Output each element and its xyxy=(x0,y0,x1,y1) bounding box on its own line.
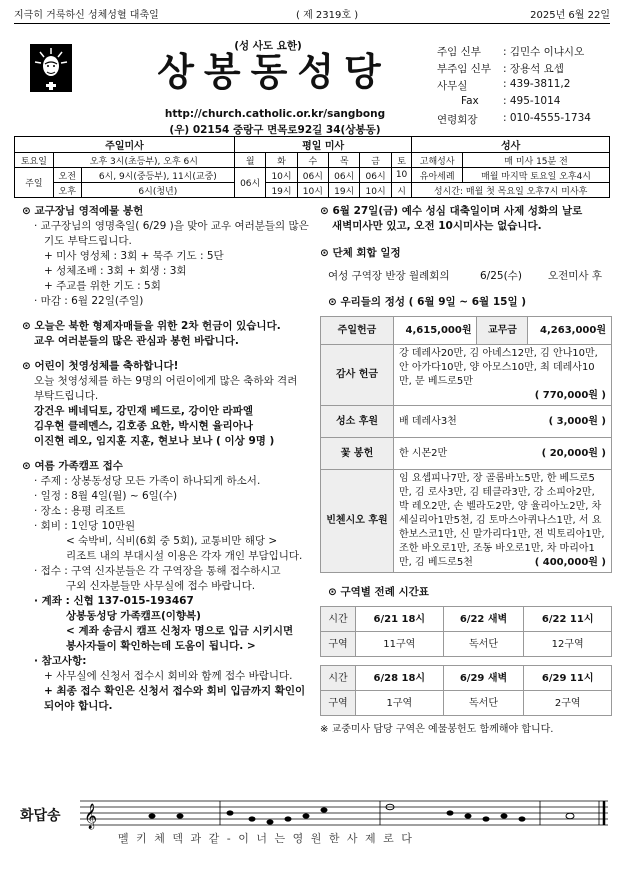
feast-name: 지극히 거룩하신 성체성혈 대축일 xyxy=(14,10,159,21)
staff-row: 연령회장 : 010-4555-1734 xyxy=(437,112,591,126)
issue-number: ( 제 2319호 ) xyxy=(296,10,359,21)
header-rule xyxy=(14,23,610,24)
staff-row: Fax : 495-1014 xyxy=(461,95,561,107)
liturgy-note: ※ 교중미사 담당 구역은 예물봉헌도 함께해야 합니다. xyxy=(320,724,554,735)
patron-saint: (성 사도 요한) xyxy=(234,40,302,52)
top-line xyxy=(14,6,610,22)
target-icon: ⊙ xyxy=(22,360,31,372)
music-staff xyxy=(80,795,610,831)
svg-text:𝄞: 𝄞 xyxy=(84,804,98,829)
left-column xyxy=(22,204,312,724)
sunday-mass-header: 주일미사 xyxy=(15,137,235,153)
parish-url[interactable]: http://church.catholic.or.kr/sangbong xyxy=(164,108,386,120)
psalm-label: 화답송 xyxy=(20,808,61,824)
psalm-music xyxy=(20,795,610,855)
target-icon: ⊙ xyxy=(22,320,31,332)
notice-first-communion: ⊙ 어린이 첫영성체를 축하합니다! 오늘 첫영성체를 하는 9명의 어린이에게 많은 축하와 격려 부탁드립니다. 강건우 베네딕토, 강민재 베드로, 강이안 라파엘 김우현 클레멘스, 김호종 요한, 박시현 율리아나 이진현 레오, 임지훈 지훈, 현보나 보나 ( 이상 9명 ) xyxy=(22,360,298,447)
staff-row: 주임 신부 : 김민수 이냐시오 xyxy=(437,46,585,58)
staff-list xyxy=(425,44,620,129)
weekday-mass-header: 평일 미사 xyxy=(234,137,411,153)
target-icon: ⊙ xyxy=(22,460,31,472)
notice-summer-camp: ⊙ 여름 가족캠프 접수 · 주제 : 상봉동성당 모든 가족이 하나되게 하소서. · 일정 : 8월 4일(월) ~ 6일(수) · 장소 : 용평 리조트 · 회비 : 1인당 10만원 < 숙박비, 식비(6회 중 5회), 교통비만 해당 > 리조트 내의 부대시설 이용은 각자 개인 부담입니다. · 접수 : 구역 신자분들은 각 구역장을 통해 접수하시고 구외 신자분들만 사무실에 접수 바랍니다. · 계좌 : 신협 137-015-193467 상봉동성당 가족캠프(이향복) < 계좌 송금시 캠프 신청자 명으로 입금 시키시면 봉사자들이 확인하는데 도움이 됩니다. > · 참고사항: + 사무실에 신청서 접수시 회비와 함께 접수 바랍니다. + 최종 접수 확인은 신청서 접수와 회비 입금까지 확인이 되어야 합니다. xyxy=(22,460,306,712)
offering-table: 주일헌금 4,615,000원 교무금 4,263,000원 감사 헌금 강 데레사20만, 김 아녜스12만, 김 안나10만, 안 아가다10만, 양 아모스10만, 최 데레사10만, 문 베드로5만 ( 770,000원 ) 성소 후원 배 데레사3천 ( 3,000원 ) 꽃 봉헌 한 시몬2만 ( 20,000원 ) 빈첸시오 후원 임 요셉피나7만, 장 골롬바노5만, 한 베드로5만, 김 로사3만, 김 테클라3만, 강 소피아2만, 박 레오2만, 손 벨라도2만, 양 율리아노2만, 차 세실리아1만5천, 김 토마스아퀴나스1만, 서 요한보스코1만, 신 말가리다1만, 전 빅토리아1만, 조한 바오로1만, 조동 바오로1만, 차 마리아1만, 김 베드로5천 ( 400,000원 ) xyxy=(320,316,612,573)
offering-title: ⊙ 우리들의 정성 ( 6월 9일 ~ 6월 15일 ) xyxy=(328,296,527,308)
psalm-lyrics: 멜 키 체 덱 과 같 - 이 너 는 영 원 한 사 제 로 다 xyxy=(118,832,414,845)
target-icon: ⊙ xyxy=(328,296,337,308)
notice-sacred-heart: ⊙ 6월 27일(금) 예수 성심 대축일이며 사제 성화의 날로 새벽미사만 있고, 오전 10시미사는 없습니다. xyxy=(320,205,583,232)
target-icon: ⊙ xyxy=(320,205,329,217)
church-logo xyxy=(30,44,72,92)
liturgy-schedule-title: ⊙ 구역별 전례 시간표 xyxy=(328,586,429,598)
staff-row: 부주임 신부 : 장용석 요셉 xyxy=(437,63,564,75)
parish-address: (우) 02154 중랑구 면목로92길 34(상봉동) xyxy=(169,124,381,136)
liturgy-schedule-table-1: 시간 6/21 18시 6/22 새벽 6/22 11시 구역 11구역 독서단 12구역 xyxy=(320,606,612,657)
mass-schedule-table: 주일미사 평일 미사 성사 토요일 오후 3시(초등부), 오후 6시 월 화 수 목 금 토 고해성사 매 미사 15분 전 주일 오전 6시, 9시(중등부), 11시(교중) 06시 10시 06시 06시 06시 10 유아세례 매월 마지막 토요일 오후4시 오후 6시(청년) 19시 10시 19시 10시 시 성시간: 매월 첫 목요일 오후7시 미사후 xyxy=(14,136,610,198)
liturgy-schedule-table-2: 시간 6/28 18시 6/29 새벽 6/29 11시 구역 1구역 독서단 2구역 xyxy=(320,665,612,716)
right-column xyxy=(320,204,612,737)
notice-bishop-offering: ⊙ 교구장님 영적예물 봉헌 · 교구장님의 영명축일( 6/29 )을 맞아 교우 여러분들의 많은 기도 부탁드립니다. + 미사 영성체 : 3회 + 묵주 기도 : 5단 + 성체조배 : 3회 + 회생 : 3회 + 주교를 위한 기도 : 5회 · 마감 : 6월 22일(주일) xyxy=(22,205,309,307)
target-icon: ⊙ xyxy=(320,247,329,259)
notice-second-collection: ⊙ 오늘은 북한 형제자매들을 위한 2차 헌금이 있습니다. 교우 여러분들의 많은 관심과 봉헌 바랍니다. xyxy=(22,320,281,347)
issue-date: 2025년 6월 22일 xyxy=(530,10,610,21)
staff-row: 사무실 : 439-3811,2 xyxy=(437,78,571,92)
parish-title: 상봉동성당 xyxy=(157,50,391,94)
notice-group-meeting: ⊙ 단체 회합 일정 여성 구역장 반장 월례회의 6/25(수) 오전미사 후 xyxy=(320,247,603,282)
target-icon: ⊙ xyxy=(328,586,337,598)
sacrament-header: 성사 xyxy=(412,137,610,153)
target-icon: ⊙ xyxy=(22,205,31,217)
